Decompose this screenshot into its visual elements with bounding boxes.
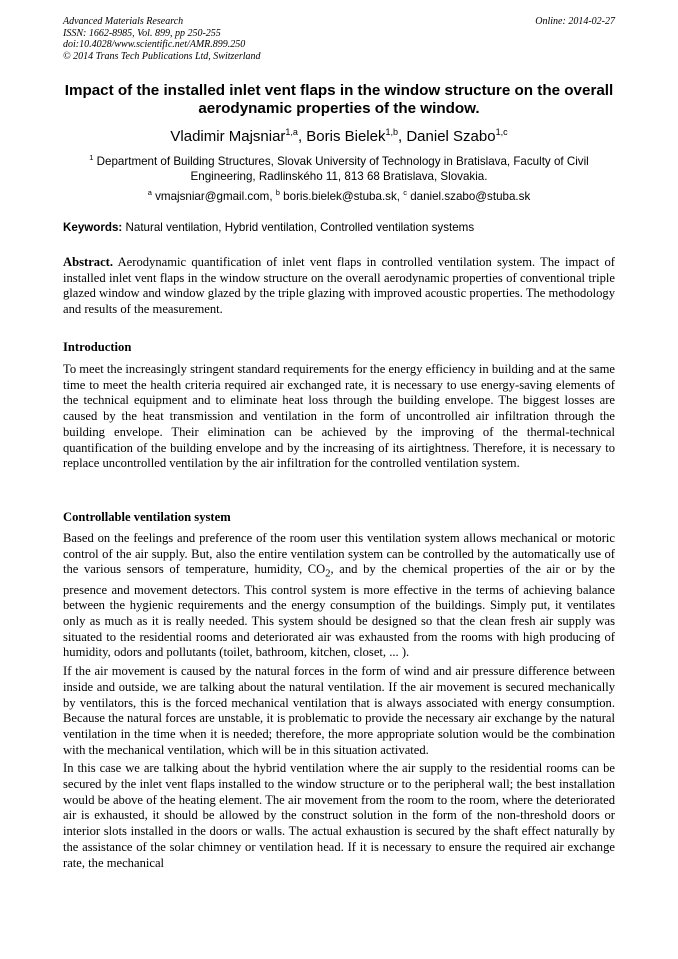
paper-title: Impact of the installed inlet vent flaps in the window structure on the overall aerodynamic properties of the window. <box>64 82 614 117</box>
email-list <box>63 185 615 204</box>
abstract-label: Abstract. <box>63 255 114 269</box>
email-sup: c <box>403 188 407 197</box>
controllable-paragraph-1 <box>63 531 615 661</box>
p1-text-b: , and by the chemical properties of the air or by the presence and movement detectors. This control system is more effective in the terms of achieving balance between the hygienic requirements and the energy consumption of the buildings. Simply put, it ventilates only as much as it is really needed. This system should be designed so that the clean fresh air supply was situated to the residential rooms and deteriorated air was exhausted from the rooms with high producing of humidity, odors and pollutants (toilet, bathroom, kitchen, closet, ... ). <box>63 562 615 660</box>
controllable-section <box>63 531 615 874</box>
online-date: Online: 2014-02-27 <box>535 16 615 27</box>
doi-line: doi:10.4028/www.scientific.net/AMR.899.250 <box>63 39 246 50</box>
keywords-label: Keywords: <box>63 221 123 234</box>
affiliation-sup: 1 <box>89 153 94 162</box>
author-separator: , <box>398 128 407 145</box>
introduction-paragraph: To meet the increasingly stringent standard requirements for the energy efficiency in building and at the same time to meet the health criteria required air exchanged rate, it is necessary to use energy-saving elements of the technical equipment and to eliminate heat loss through the building envelope. The biggest losses are caused by the heat transmission and ventilation in the form of uncontrolled air infiltration through the building envelope. Their elimination can be achieved by the improving of the thermal-technical quantification of the building envelope and by the increasing of its airtightness. Therefore, it is necessary to replace uncontrolled ventilation by the air infiltration for the controlled ventilation system. <box>63 362 615 471</box>
controllable-paragraph-3: In this case we are talking about the hybrid ventilation where the air supply to the residential rooms can be secured by the inlet vent flaps installed to the window structure or to the peripheral wall; the best installation would be above of the heating element. The air movement from the room to the room, where the deteriorated air is exhausted, it should be allowed by the construct solution in the form of the non-threshold doors or interior slots installed in the doors or walls. The actual exhaustion is secured by the shaft effect naturally by the assistance of the solar chimney or ventilation head. If it is necessary to ensure the required air exchange rate, the mechanical <box>63 761 615 870</box>
controllable-paragraph-2: If the air movement is caused by the natural forces in the form of wind and air pressure difference between inside and outside, we are talking about the natural ventilation. If the air movement is secured mechanically by ventilators, this is the forced mechanical ventilation that is always associated with energy consumption. Because the natural forces are unstable, it is problematic to provide the necessary air exchange by the natural ventilation in the time when it is needed; therefore, the more appropriate solution would be the combination with the mechanical ventilation, which will be in this situation activated. <box>63 664 615 757</box>
author-separator: , <box>297 128 307 145</box>
controllable-heading: Controllable ventilation system <box>63 510 231 524</box>
affiliation-text: Department of Building Structures, Slovak University of Technology in Bratislava, Faculty of Civil Engineering, Radlinského 11, 813 68 Bratislava, Slovakia. <box>93 154 589 183</box>
p1-text-a: Based on the feelings and preference of the room user this ventilation system allows mechanical or motoric control of the air supply. But, also the entire ventilation system can be controlled by the automatically use of the various sensors of temperature, humidity, CO <box>63 531 615 577</box>
email-sup: a <box>147 188 152 197</box>
author-affil-sup: 1,a <box>285 127 298 137</box>
email-sup: b <box>275 188 280 197</box>
keywords <box>63 220 615 235</box>
email-link[interactable]: boris.bielek@stuba.sk, <box>279 189 404 203</box>
introduction-text <box>63 362 615 472</box>
email-link[interactable]: daniel.szabo@stuba.sk <box>406 189 531 203</box>
keywords-text: Natural ventilation, Hybrid ventilation, Controlled ventilation systems <box>122 221 475 234</box>
abstract <box>63 255 615 318</box>
abstract-text: Aerodynamic quantification of inlet vent flaps in controlled ventilation system. The impact of installed inlet vent flaps in the window structure on the overall aerodynamic properties of conventional triple glazed window and window glazed by the triple glazing with improved acoustic properties. The methodology and results of the measurement. <box>63 255 616 317</box>
journal-name: Advanced Materials Research <box>63 16 184 27</box>
issn-line: ISSN: 1662-8985, Vol. 899, pp 250-255 <box>63 27 221 39</box>
email-link[interactable]: vmajsniar@gmail.com, <box>151 189 276 203</box>
author-affil-sup: 1,b <box>385 127 398 137</box>
author-affil-sup: 1,c <box>495 127 508 137</box>
introduction-heading: Introduction <box>63 340 132 354</box>
co2-subscript: 2 <box>325 568 331 580</box>
author-name: Vladimir Majsniar <box>170 128 286 145</box>
affiliation <box>63 150 615 184</box>
author-name: Boris Bielek <box>306 128 386 145</box>
author-name: Daniel Szabo <box>406 128 496 145</box>
copyright-line: © 2014 Trans Tech Publications Ltd, Switzerland <box>63 50 261 62</box>
running-header <box>63 16 615 62</box>
author-list <box>63 123 615 146</box>
